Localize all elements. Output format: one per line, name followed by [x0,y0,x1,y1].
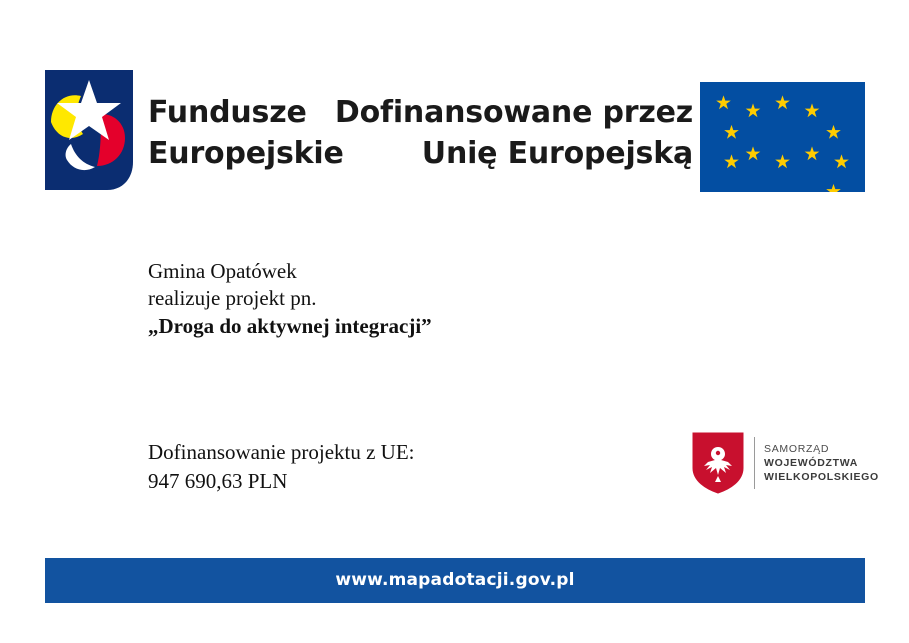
wielkopolska-wordmark-line3: WIELKOPOLSKIEGO [764,471,879,483]
funding-amount: 947 690,63 PLN [148,469,288,493]
funding-label: Dofinansowanie projektu z UE: [148,440,415,464]
fundusze-europejskie-logo-icon [45,70,133,190]
wielkopolska-wordmark-line1: SAMORZĄD [764,443,830,455]
logo-strip [45,70,865,190]
wielkopolska-wordmark-line2: WOJEWÓDZTWA [764,457,859,469]
footer-url[interactable]: www.mapadotacji.gov.pl [335,570,575,590]
project-description [148,258,432,341]
project-intro: realizuje projekt pn. [148,286,317,310]
fe-wordmark-line1: Fundusze [148,95,307,130]
wielkopolska-logo-divider [754,437,755,489]
footer-bar [45,558,865,603]
european-union-flag-icon [700,82,865,192]
wielkopolska-region-logo [692,432,879,494]
fe-wordmark-line2: Europejskie [148,136,344,171]
eu-statement-line1: Dofinansowane przez [334,95,693,130]
project-beneficiary: Gmina Opatówek [148,259,297,283]
wielkopolska-crest-icon [692,432,744,494]
eu-funding-statement [313,92,693,174]
eu-statement-line2: Unię Europejską [421,136,693,171]
project-title: „Droga do aktywnej integracji” [148,314,432,338]
wielkopolska-wordmark [764,442,879,484]
funding-details [148,438,415,496]
